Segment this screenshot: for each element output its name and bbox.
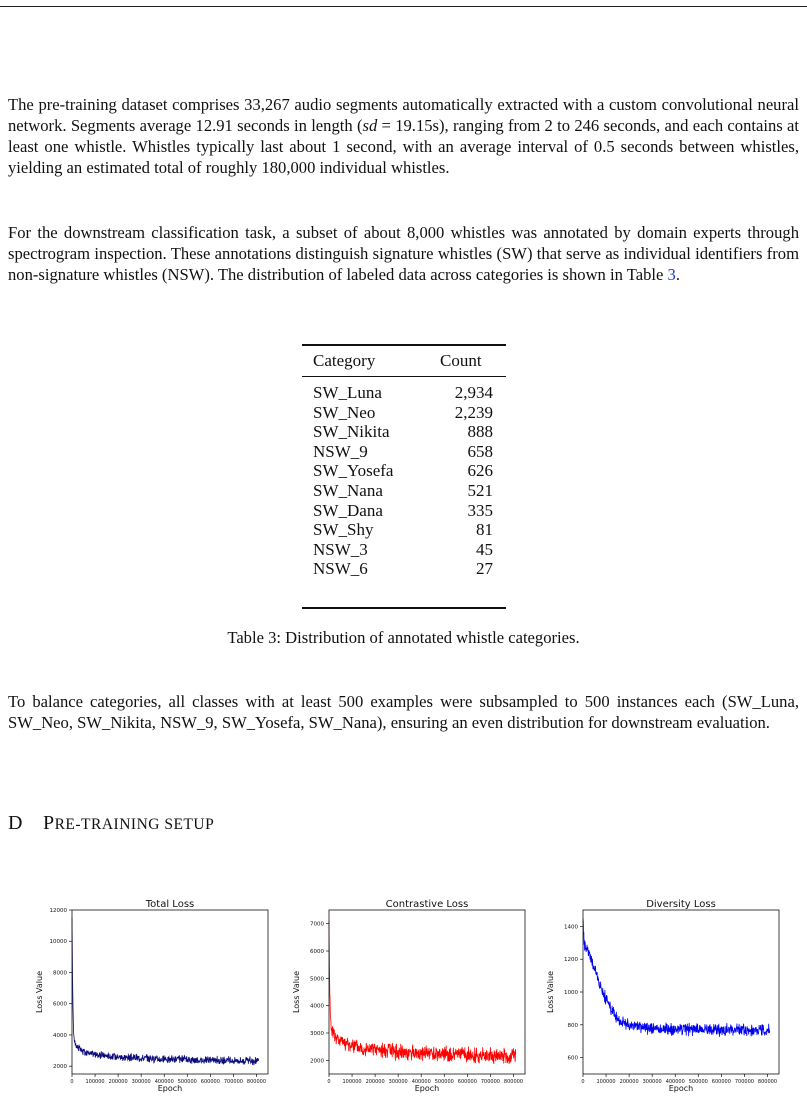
table-row [313,520,493,540]
y-tick-label: 2000 [310,1058,324,1065]
table-top-rule [302,344,506,346]
y-tick-label: 8000 [53,970,67,977]
table-cell-category: NSW_9 [313,441,368,461]
table-row [313,461,493,481]
x-tick-label: 400000 [411,1079,431,1085]
x-axis-label: Epoch [157,1084,183,1093]
x-tick-label: 500000 [177,1079,197,1085]
table-cell-count: 45 [476,539,493,559]
x-tick-label: 600000 [457,1079,477,1085]
table-cell-count: 888 [467,422,493,442]
plot-frame [583,910,779,1074]
y-tick-label: 1200 [564,957,578,964]
paragraph-dataset: The pre-training dataset comprises 33,267 audio segments automatically extracted with a custom convolutional neural network. Segments average 12.91 seconds in length (sd = 19.15s), ranging from 2 to 246 seconds, and each contains at least one whistle. Whistles typically last about 1 second, with an average interval of 0.5 seconds between whistles, yielding an estimated total of roughly 180,000 individual whistles. [8,95,799,177]
table-cell-category: SW_Yosefa [313,461,394,481]
x-axis-label: Epoch [668,1084,694,1093]
x-tick-label: 100000 [342,1079,362,1085]
x-tick-label: 400000 [154,1079,174,1085]
y-tick-label: 4000 [310,1003,324,1010]
diversity-loss-chart [531,896,793,1101]
x-tick-label: 500000 [688,1079,708,1085]
table-reference-link[interactable]: 3 [667,265,676,284]
x-tick-label: 700000 [734,1079,754,1085]
contrastive-loss-chart [277,896,539,1101]
table-body [313,383,493,579]
y-tick-label: 6000 [310,949,324,955]
table-cell-count: 521 [467,480,493,500]
y-tick-label: 800 [567,1022,578,1029]
x-tick-label: 300000 [131,1079,151,1085]
table-cell-category: NSW_3 [313,539,368,559]
table-mid-rule [302,376,506,377]
table-header-category: Category [313,351,376,370]
table-cell-count: 626 [467,461,493,481]
table-cell-category: SW_Dana [313,500,383,520]
table-cell-category: SW_Luna [313,383,382,402]
table-cell-category: SW_Nikita [313,422,390,442]
y-tick-label: 10000 [49,939,67,946]
table-header-count: Count [440,351,482,370]
x-tick-label: 200000 [365,1079,385,1085]
y-tick-label: 6000 [53,1001,67,1008]
paragraph-annotation: For the downstream classification task, a subset of about 8,000 whistles was annotated by domain experts through spectrogram inspection. These annotations distinguish signature whistles (SW) that serve as individual identifiers from non-signature whistles (NSW). The distribution of labeled data across categories is shown in Table 3. [8,223,799,284]
table-cell-category: NSW_6 [313,559,368,579]
y-tick-label: 600 [567,1055,578,1062]
x-tick-label: 0 [70,1079,74,1085]
table-cell-count: 335 [467,500,493,520]
y-tick-label: 1000 [564,990,578,996]
table-cell-count: 2,239 [454,402,493,422]
table-cell-category: SW_Nana [313,480,383,500]
section-heading: D PRE-TRAINING SETUP [8,812,215,834]
y-tick-label: 2000 [53,1064,67,1071]
table-row [313,403,493,423]
x-tick-label: 400000 [665,1079,685,1085]
table-row [313,559,493,579]
x-tick-label: 100000 [596,1079,616,1085]
x-tick-label: 0 [327,1079,331,1085]
y-tick-label: 4000 [53,1032,67,1039]
x-tick-label: 800000 [503,1079,524,1085]
x-axis-label: Epoch [414,1084,440,1093]
series-line [329,921,516,1064]
table-row [313,383,493,403]
table-cell-category: SW_Shy [313,520,374,540]
series-line [72,918,259,1065]
paragraph-balancing: To balance categories, all classes with at least 500 examples were subsampled to 500 instances each (SW_Luna, SW_Neo, SW_Nikita, NSW_9, SW_Yosefa, SW_Nana), ensuring an even distribution for downstream evaluation. [8,692,799,732]
y-tick-label: 7000 [310,921,324,928]
x-tick-label: 300000 [642,1079,662,1085]
x-tick-label: 800000 [246,1079,267,1085]
table-row [313,422,493,442]
plot-frame [72,910,268,1074]
x-tick-label: 700000 [223,1079,243,1085]
x-tick-label: 300000 [388,1079,408,1085]
table-row [313,501,493,521]
table-row [313,481,493,501]
table-row [313,442,493,462]
chart-title: Contrastive Loss [385,899,469,910]
total-loss-chart [20,896,282,1101]
table-bottom-rule [302,607,506,609]
x-tick-label: 700000 [480,1079,500,1085]
y-axis-label: Loss Value [292,970,301,1014]
y-tick-label: 3000 [310,1031,324,1037]
table-cell-count: 81 [476,520,493,540]
y-tick-label: 5000 [310,976,324,983]
x-tick-label: 800000 [757,1079,778,1085]
table-cell-category: SW_Neo [313,402,376,422]
y-tick-label: 1400 [564,924,578,931]
table-cell-count: 658 [467,441,493,461]
chart-title: Diversity Loss [646,899,716,910]
y-axis-label: Loss Value [35,970,44,1014]
top-rule [0,6,807,7]
x-tick-label: 500000 [434,1079,454,1085]
y-axis-label: Loss Value [546,970,555,1014]
x-tick-label: 600000 [711,1079,731,1085]
table-row [313,540,493,560]
x-tick-label: 200000 [108,1079,128,1085]
x-tick-label: 100000 [85,1079,105,1085]
y-tick-label: 12000 [49,908,67,914]
table-caption: Table 3: Distribution of annotated whistle categories. [227,628,580,647]
series-line [583,918,770,1037]
x-tick-label: 600000 [200,1079,220,1085]
table-cell-count: 27 [476,559,493,579]
x-tick-label: 200000 [619,1079,639,1085]
chart-title: Total Loss [145,899,195,910]
table-cell-count: 2,934 [454,383,493,402]
x-tick-label: 0 [581,1079,585,1085]
